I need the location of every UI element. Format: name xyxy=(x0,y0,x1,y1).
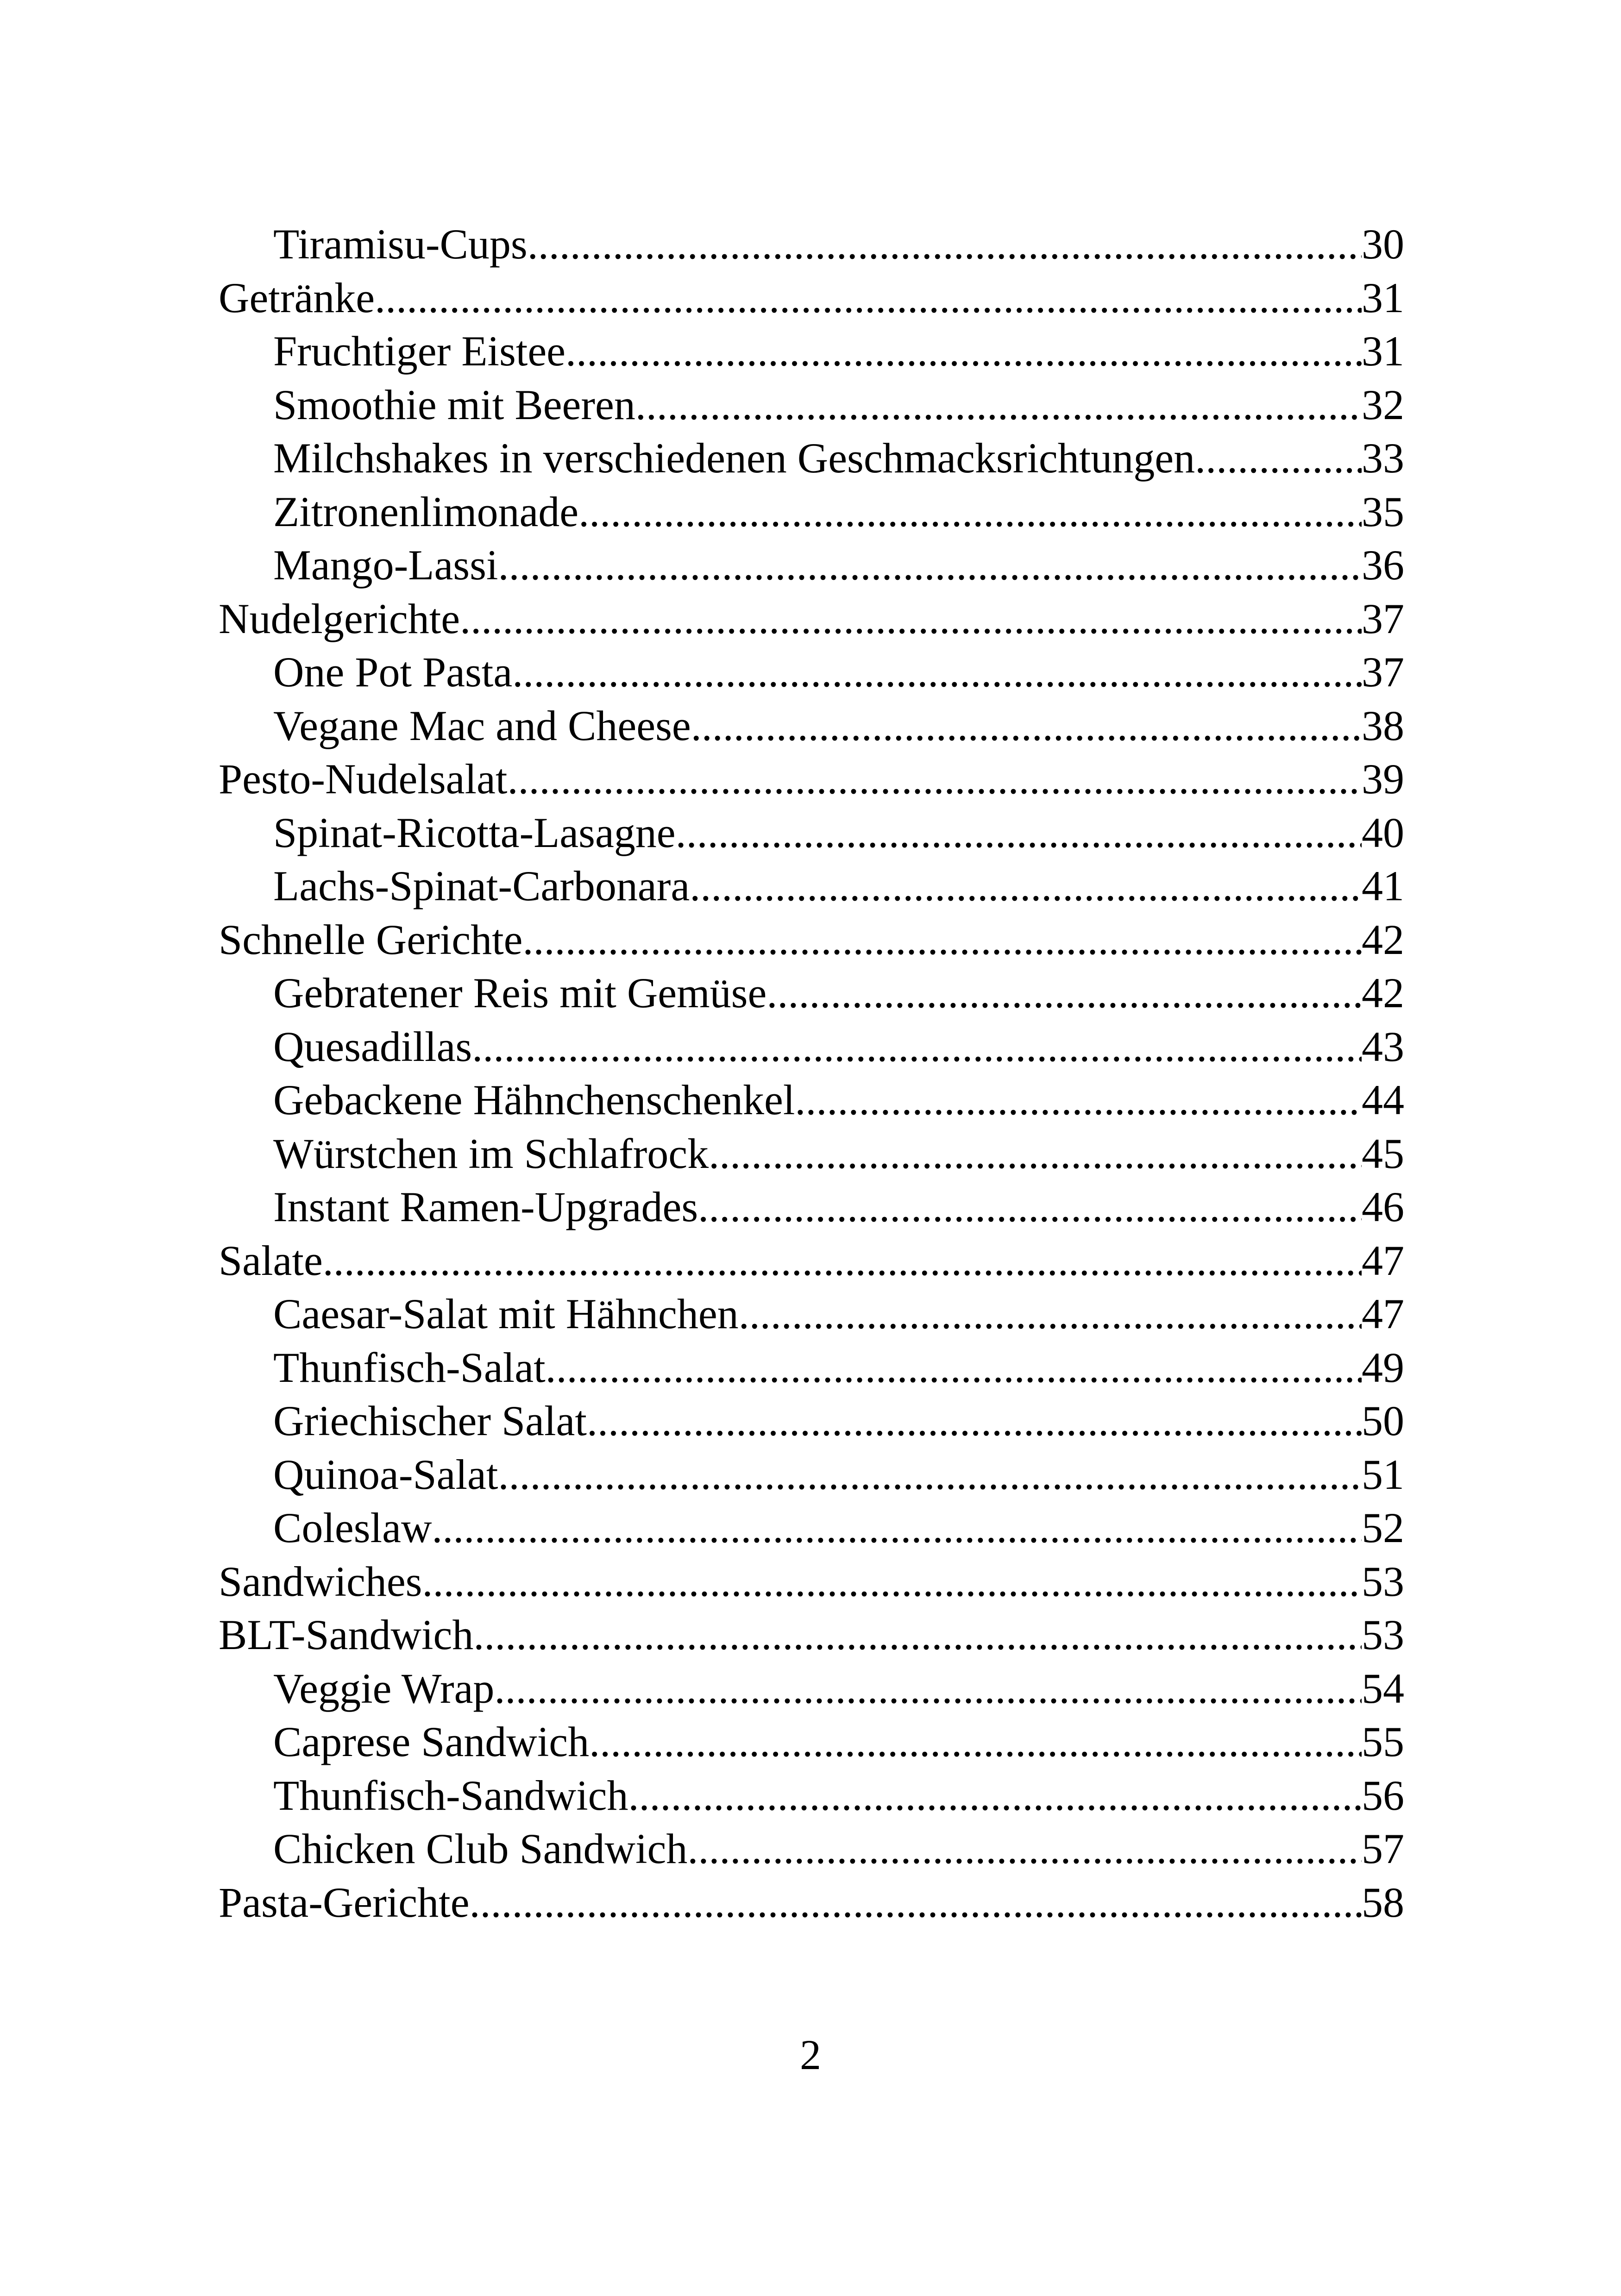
toc-entry-page: 47 xyxy=(1362,1290,1404,1337)
toc-dot-leader xyxy=(473,1608,1362,1662)
toc-entry[interactable] xyxy=(219,1287,1404,1341)
toc-entry-title: Chicken Club Sandwich xyxy=(273,1825,688,1872)
toc-dot-leader xyxy=(498,539,1362,592)
toc-entry-page: 42 xyxy=(1362,916,1404,963)
toc-entry[interactable] xyxy=(219,1341,1404,1395)
toc-entry[interactable] xyxy=(219,592,1404,646)
toc-entry[interactable] xyxy=(219,218,1404,271)
toc-dot-leader xyxy=(676,806,1362,860)
toc-entry-page: 53 xyxy=(1362,1611,1404,1658)
toc-entry-title: Mango-Lassi xyxy=(273,541,498,589)
toc-entry-title: Würstchen im Schlafrock xyxy=(273,1129,709,1177)
toc-entry-page: 57 xyxy=(1362,1825,1404,1872)
toc-entry[interactable] xyxy=(219,1020,1404,1074)
toc-dot-leader xyxy=(628,1769,1362,1823)
toc-entry-page: 36 xyxy=(1362,541,1404,589)
toc-entry-title: Spinat-Ricotta-Lasagne xyxy=(273,809,676,856)
toc-entry[interactable] xyxy=(219,1608,1404,1662)
toc-entry-page: 33 xyxy=(1362,434,1404,482)
toc-entry[interactable] xyxy=(219,378,1404,432)
toc-dot-leader xyxy=(589,1715,1362,1769)
toc-dot-leader xyxy=(494,1662,1362,1716)
toc-dot-leader xyxy=(690,859,1362,913)
toc-entry-title: Griechischer Salat xyxy=(273,1397,587,1444)
toc-entry-page: 43 xyxy=(1362,1023,1404,1070)
toc-dot-leader xyxy=(709,1127,1362,1181)
toc-dot-leader xyxy=(432,1501,1362,1555)
toc-entry-title: Thunfisch-Salat xyxy=(273,1343,546,1391)
toc-entry-title: Nudelgerichte xyxy=(219,595,460,642)
toc-dot-leader xyxy=(375,271,1362,325)
toc-entry-page: 31 xyxy=(1362,327,1404,375)
toc-entry-page: 42 xyxy=(1362,969,1404,1016)
toc-dot-leader xyxy=(470,1876,1362,1930)
toc-entry-title: Tiramisu-Cups xyxy=(273,220,528,268)
toc-entry-page: 58 xyxy=(1362,1878,1404,1926)
page-number: 2 xyxy=(800,2031,821,2078)
toc-entry-title: Gebratener Reis mit Gemüse xyxy=(273,969,767,1016)
toc-dot-leader xyxy=(1195,432,1362,485)
toc-entry-page: 50 xyxy=(1362,1397,1404,1444)
toc-dot-leader xyxy=(587,1394,1362,1448)
toc-entry-title: Gebackene Hähnchenschenkel xyxy=(273,1076,795,1123)
toc-entry-page: 51 xyxy=(1362,1450,1404,1498)
toc-dot-leader xyxy=(739,1287,1362,1341)
toc-entry-page: 49 xyxy=(1362,1343,1404,1391)
toc-entry-title: BLT-Sandwich xyxy=(219,1611,474,1658)
toc-dot-leader xyxy=(687,1822,1362,1876)
toc-entry[interactable] xyxy=(219,271,1404,325)
toc-entry-page: 31 xyxy=(1362,274,1404,321)
toc-dot-leader xyxy=(472,1020,1362,1074)
toc-entry[interactable] xyxy=(219,1555,1404,1609)
toc-entry-page: 32 xyxy=(1362,381,1404,428)
toc-entry[interactable] xyxy=(219,646,1404,699)
toc-entry[interactable] xyxy=(219,753,1404,806)
toc-entry-title: Coleslaw xyxy=(273,1504,432,1551)
toc-entry-title: Zitronenlimonade xyxy=(273,488,579,535)
toc-dot-leader xyxy=(507,753,1362,806)
toc-entry-title: One Pot Pasta xyxy=(273,648,513,696)
toc-entry-title: Caprese Sandwich xyxy=(273,1718,590,1765)
toc-entry-page: 35 xyxy=(1362,488,1404,535)
toc-entry-page: 55 xyxy=(1362,1718,1404,1765)
toc-dot-leader xyxy=(523,913,1362,967)
toc-entry[interactable] xyxy=(219,432,1404,485)
toc-entry-title: Schnelle Gerichte xyxy=(219,916,523,963)
toc-dot-leader xyxy=(565,325,1362,378)
toc-entry[interactable] xyxy=(219,699,1404,753)
toc-dot-leader xyxy=(498,1448,1362,1502)
toc-entry[interactable] xyxy=(219,1234,1404,1288)
toc-entry[interactable] xyxy=(219,1715,1404,1769)
toc-entry-page: 46 xyxy=(1362,1183,1404,1230)
toc-entry[interactable] xyxy=(219,1501,1404,1555)
toc-dot-leader xyxy=(512,646,1362,699)
toc-entry-title: Sandwiches xyxy=(219,1557,422,1605)
toc-dot-leader xyxy=(691,699,1362,753)
toc-entry-title: Milchshakes in verschiedenen Geschmacksrichtungen xyxy=(273,434,1195,482)
toc-entry[interactable] xyxy=(219,806,1404,860)
toc-dot-leader xyxy=(635,378,1362,432)
toc-entry-page: 53 xyxy=(1362,1557,1404,1605)
toc-entry[interactable] xyxy=(219,1394,1404,1448)
toc-entry-page: 37 xyxy=(1362,595,1404,642)
toc-dot-leader xyxy=(698,1180,1362,1234)
toc-entry-title: Salate xyxy=(219,1236,323,1284)
toc-entry-page: 52 xyxy=(1362,1504,1404,1551)
toc-entry-page: 44 xyxy=(1362,1076,1404,1123)
toc-entry[interactable] xyxy=(219,325,1404,378)
toc-entry-title: Instant Ramen-Upgrades xyxy=(273,1183,698,1230)
toc-entry-page: 54 xyxy=(1362,1664,1404,1712)
toc-entry[interactable] xyxy=(219,485,1404,539)
toc-entry[interactable] xyxy=(219,1073,1404,1127)
toc-entry-page: 30 xyxy=(1362,220,1404,268)
toc-dot-leader xyxy=(578,485,1362,539)
toc-entry[interactable] xyxy=(219,913,1404,967)
toc-entry-page: 40 xyxy=(1362,809,1404,856)
toc-dot-leader xyxy=(795,1073,1362,1127)
toc-entry-title: Pasta-Gerichte xyxy=(219,1878,470,1926)
toc-entry-title: Vegane Mac and Cheese xyxy=(273,702,691,749)
toc-entry-title: Smoothie mit Beeren xyxy=(273,381,635,428)
toc-entry-page: 38 xyxy=(1362,702,1404,749)
toc-entry-title: Veggie Wrap xyxy=(273,1664,495,1712)
toc-entry-title: Fruchtiger Eistee xyxy=(273,327,566,375)
toc-dot-leader xyxy=(460,592,1362,646)
toc-entry-title: Thunfisch-Sandwich xyxy=(273,1771,628,1819)
toc-entry[interactable] xyxy=(219,966,1404,1020)
toc-entry[interactable] xyxy=(219,1876,1404,1930)
toc-dot-leader xyxy=(323,1234,1362,1288)
toc-entry-title: Lachs-Spinat-Carbonara xyxy=(273,862,690,910)
toc-entry[interactable] xyxy=(219,859,1404,913)
toc-entry[interactable] xyxy=(219,539,1404,592)
toc-entry-page: 41 xyxy=(1362,862,1404,910)
toc-entry-page: 37 xyxy=(1362,648,1404,696)
toc-entry-page: 39 xyxy=(1362,755,1404,803)
toc-entry[interactable] xyxy=(219,1662,1404,1716)
toc-entry-title: Quinoa-Salat xyxy=(273,1450,498,1498)
toc-entry-title: Pesto-Nudelsalat xyxy=(219,755,508,803)
toc-entry[interactable] xyxy=(219,1769,1404,1823)
toc-entry[interactable] xyxy=(219,1127,1404,1181)
toc-dot-leader xyxy=(422,1555,1362,1609)
toc-entry[interactable] xyxy=(219,1180,1404,1234)
toc-entry-page: 45 xyxy=(1362,1129,1404,1177)
toc-entry[interactable] xyxy=(219,1822,1404,1876)
toc-entry[interactable] xyxy=(219,1448,1404,1502)
toc-entry-title: Getränke xyxy=(219,274,375,321)
toc-dot-leader xyxy=(767,966,1362,1020)
toc-entry-page: 56 xyxy=(1362,1771,1404,1819)
toc-entry-page: 47 xyxy=(1362,1236,1404,1284)
toc-dot-leader xyxy=(528,218,1362,271)
table-of-contents xyxy=(219,218,1404,1929)
toc-entry-title: Quesadillas xyxy=(273,1023,472,1070)
toc-entry-title: Caesar-Salat mit Hähnchen xyxy=(273,1290,739,1337)
toc-dot-leader xyxy=(546,1341,1362,1395)
